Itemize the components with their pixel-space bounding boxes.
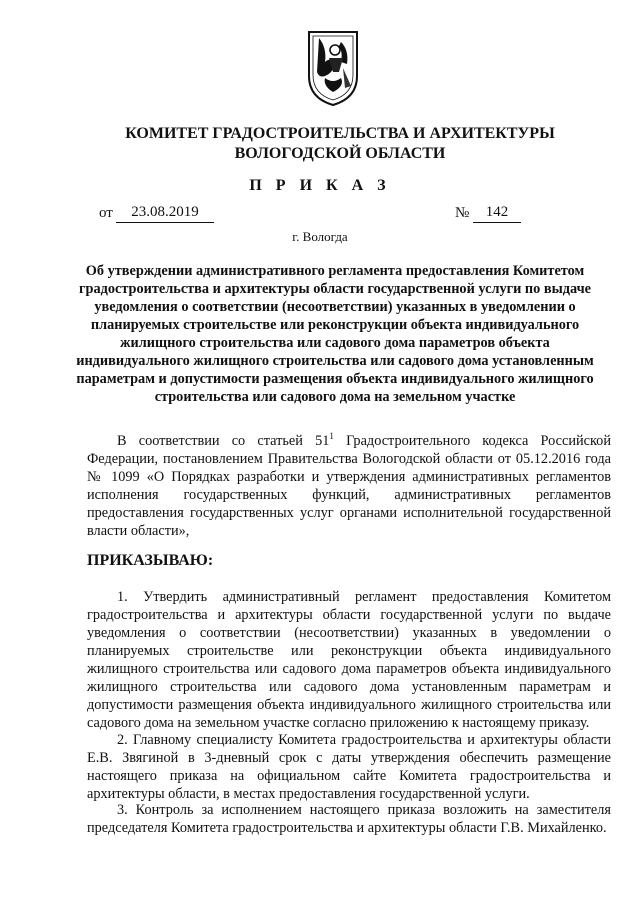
preamble-part2: Градостроительного кодекса Российской Федерации, постановлением Правительства Вологодской области от 05.12.2016 года № 1099 «О Порядках разработки и утверждения административных регламентов исполнения государственных функций, административных регламентов предоставления государственных услуг органами исполнительной государственной власти области», xyxy=(87,433,611,539)
document-date: 23.08.2019 xyxy=(116,204,214,223)
preamble-superscript: 1 xyxy=(329,431,334,442)
organization-name-line2: ВОЛОГОДСКОЙ ОБЛАСТИ xyxy=(234,145,446,162)
document-city: г. Вологда xyxy=(292,229,348,244)
decree-item-1: 1. Утвердить административный регламент предоставления Комитетом градостроительства и архитектуры области государственной услуги по выдаче уведомления о соответствии (несоответствии) указанных в уведомлении о планируемых строительстве или реконструкции объекта индивидуального жилищного строительства или садового дома параметров объекта индивидуального жилищного строительства или садового дома установленным параметрам и допустимости размещения объекта индивидуального жилищного строительства или садового дома на земельном участке согласно приложению к настоящему приказу. xyxy=(87,589,611,731)
number-label: № xyxy=(455,205,470,221)
decree-item-3: 3. Контроль за исполнением настоящего приказа возложить на заместителя председателя Комитета градостроительства и архитектуры области Г.В. Михайленко. xyxy=(87,802,611,836)
document-type: П Р И К А З xyxy=(249,177,391,194)
decree-item-2: 2. Главному специалисту Комитета градостроительства и архитектуры области Е.В. Звягиной в 3-дневный срок с даты утверждения обеспечить размещение настоящего приказа на официальном сайте Комитета градостроительства и архитектуры области, в местах предоставления государственной услуги. xyxy=(87,732,611,802)
preamble-paragraph xyxy=(87,432,611,540)
document-subject: Об утверждении административного регламента предоставления Комитетом градостроительства и архитектуры области государственной услуги по выдаче уведомления о соответствии (несоответствии) указанных в уведомлении о планируемых строительстве или реконструкции объекта индивидуального жилищного строительства или садового дома параметров объекта индивидуального жилищного строительства или садового дома установленным параметрам и допустимости размещения объекта индивидуального жилищного строительства или садового дома на земельном участке xyxy=(76,263,594,405)
decree-heading: ПРИКАЗЫВАЮ: xyxy=(87,552,214,569)
date-label: от xyxy=(99,205,113,221)
organization-name-line1: КОМИТЕТ ГРАДОСТРОИТЕЛЬСТВА И АРХИТЕКТУРЫ xyxy=(125,125,555,142)
coat-of-arms-icon xyxy=(305,28,361,108)
preamble-part1: В соответствии со статьей 51 xyxy=(117,433,330,449)
document-number: 142 xyxy=(473,204,521,223)
